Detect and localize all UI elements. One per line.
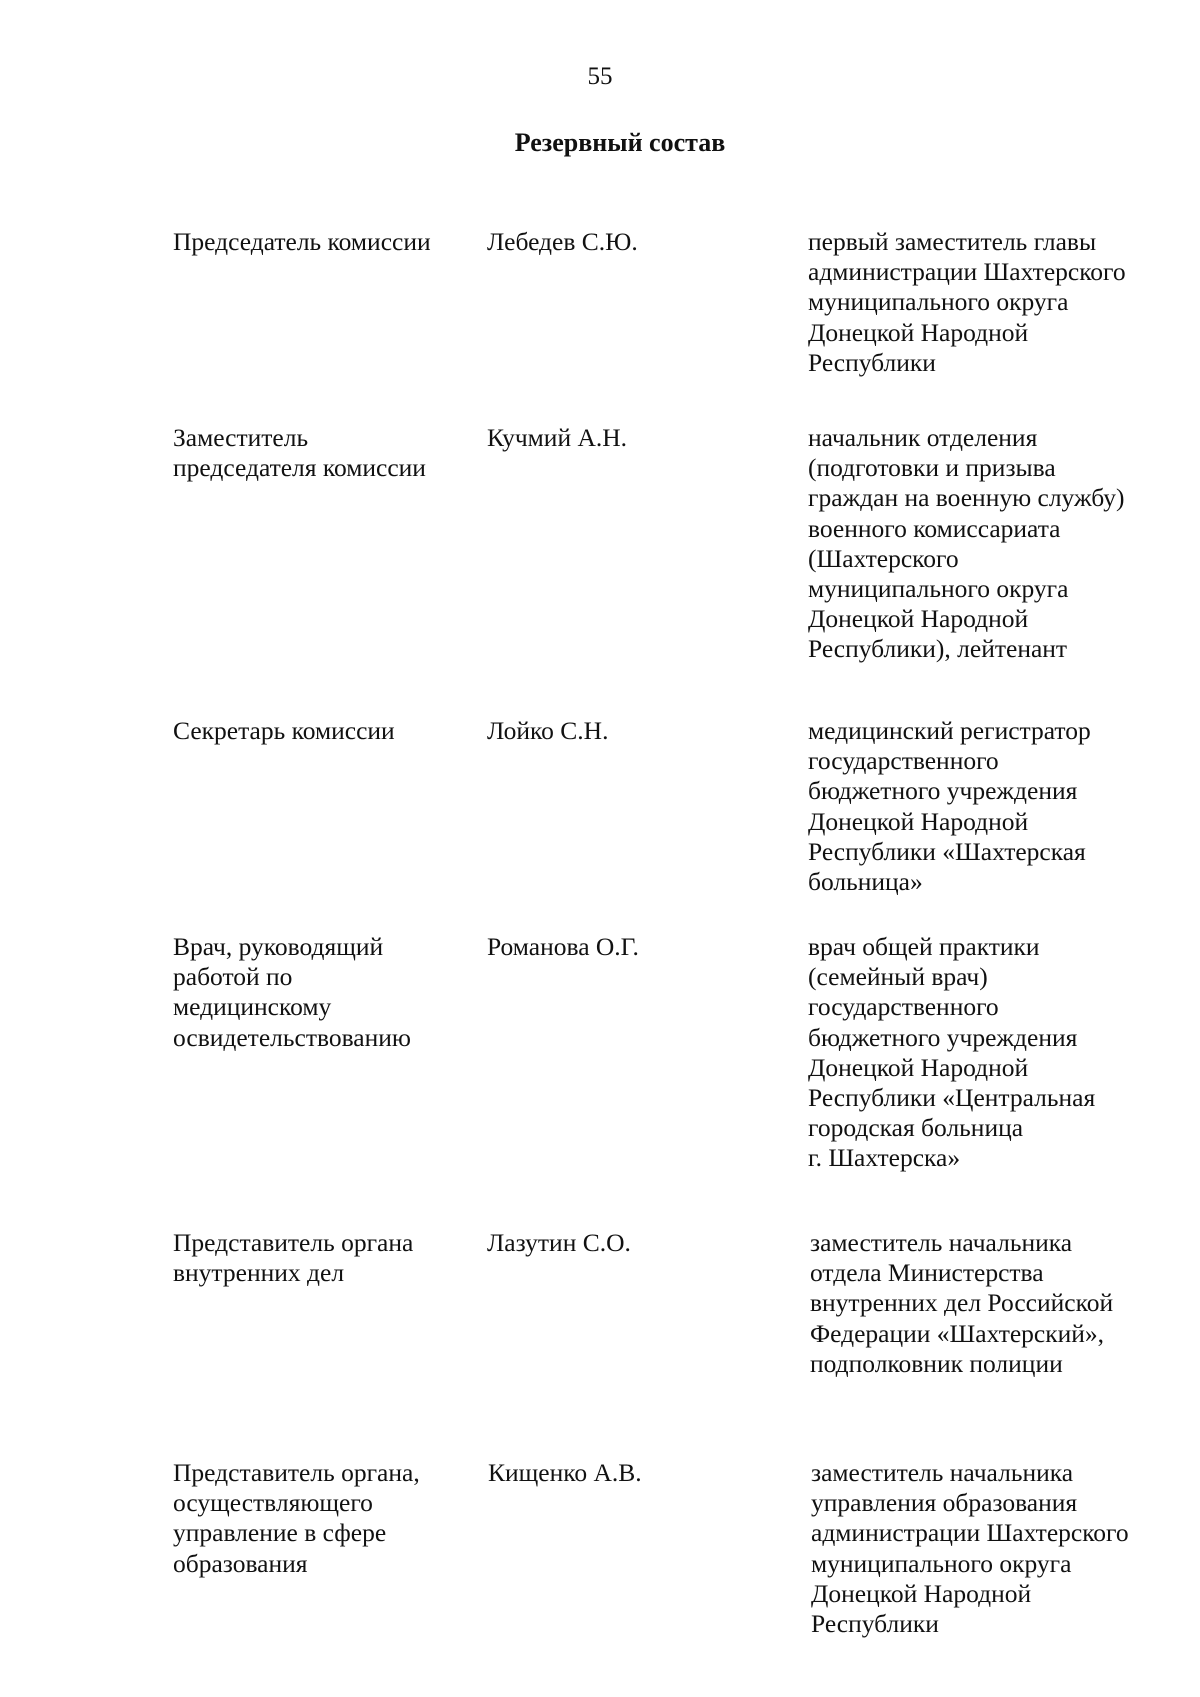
member-role: Представитель органа внутренних дел xyxy=(173,1228,414,1288)
member-name: Кучмий А.Н. xyxy=(487,423,628,452)
member-position: первый заместитель главы администрации Шахтерского муниципального округа Донецкой Народной Республики xyxy=(808,227,1126,377)
member-role: Заместитель председателя комиссии xyxy=(173,423,426,483)
member-name: Лазутин С.О. xyxy=(487,1228,631,1257)
member-position: заместитель начальника отдела Министерства внутренних дел Российской Федерации «Шахтерский», подполковник полиции xyxy=(810,1228,1114,1378)
member-position: медицинский регистратор государственного бюджетного учреждения Донецкой Народной Республики «Шахтерская больница» xyxy=(808,716,1091,897)
member-name: Романова О.Г. xyxy=(487,932,639,961)
member-name: Кищенко А.В. xyxy=(488,1458,642,1487)
member-position: врач общей практики (семейный врач) государственного бюджетного учреждения Донецкой Народной Республики «Центральная городская больница г. Шахтерска» xyxy=(808,932,1096,1173)
page-number: 55 xyxy=(587,63,613,90)
member-position: начальник отделения (подготовки и призыва граждан на военную службу) военного комиссариата (Шахтерского муниципального округа Донецкой Народной Республики), лейтенант xyxy=(808,423,1125,664)
document-title: Резервный состав xyxy=(514,128,726,157)
member-role: Председатель комиссии xyxy=(173,227,431,256)
member-position: заместитель начальника управления образования администрации Шахтерского муниципального округа Донецкой Народной Республики xyxy=(811,1458,1129,1639)
member-name: Лебедев С.Ю. xyxy=(487,227,638,256)
member-role: Представитель органа, осуществляющего управление в сфере образования xyxy=(173,1458,420,1578)
member-name: Лойко С.Н. xyxy=(487,716,609,745)
member-role: Врач, руководящий работой по медицинскому освидетельствованию xyxy=(173,932,411,1052)
member-role: Секретарь комиссии xyxy=(173,716,395,745)
